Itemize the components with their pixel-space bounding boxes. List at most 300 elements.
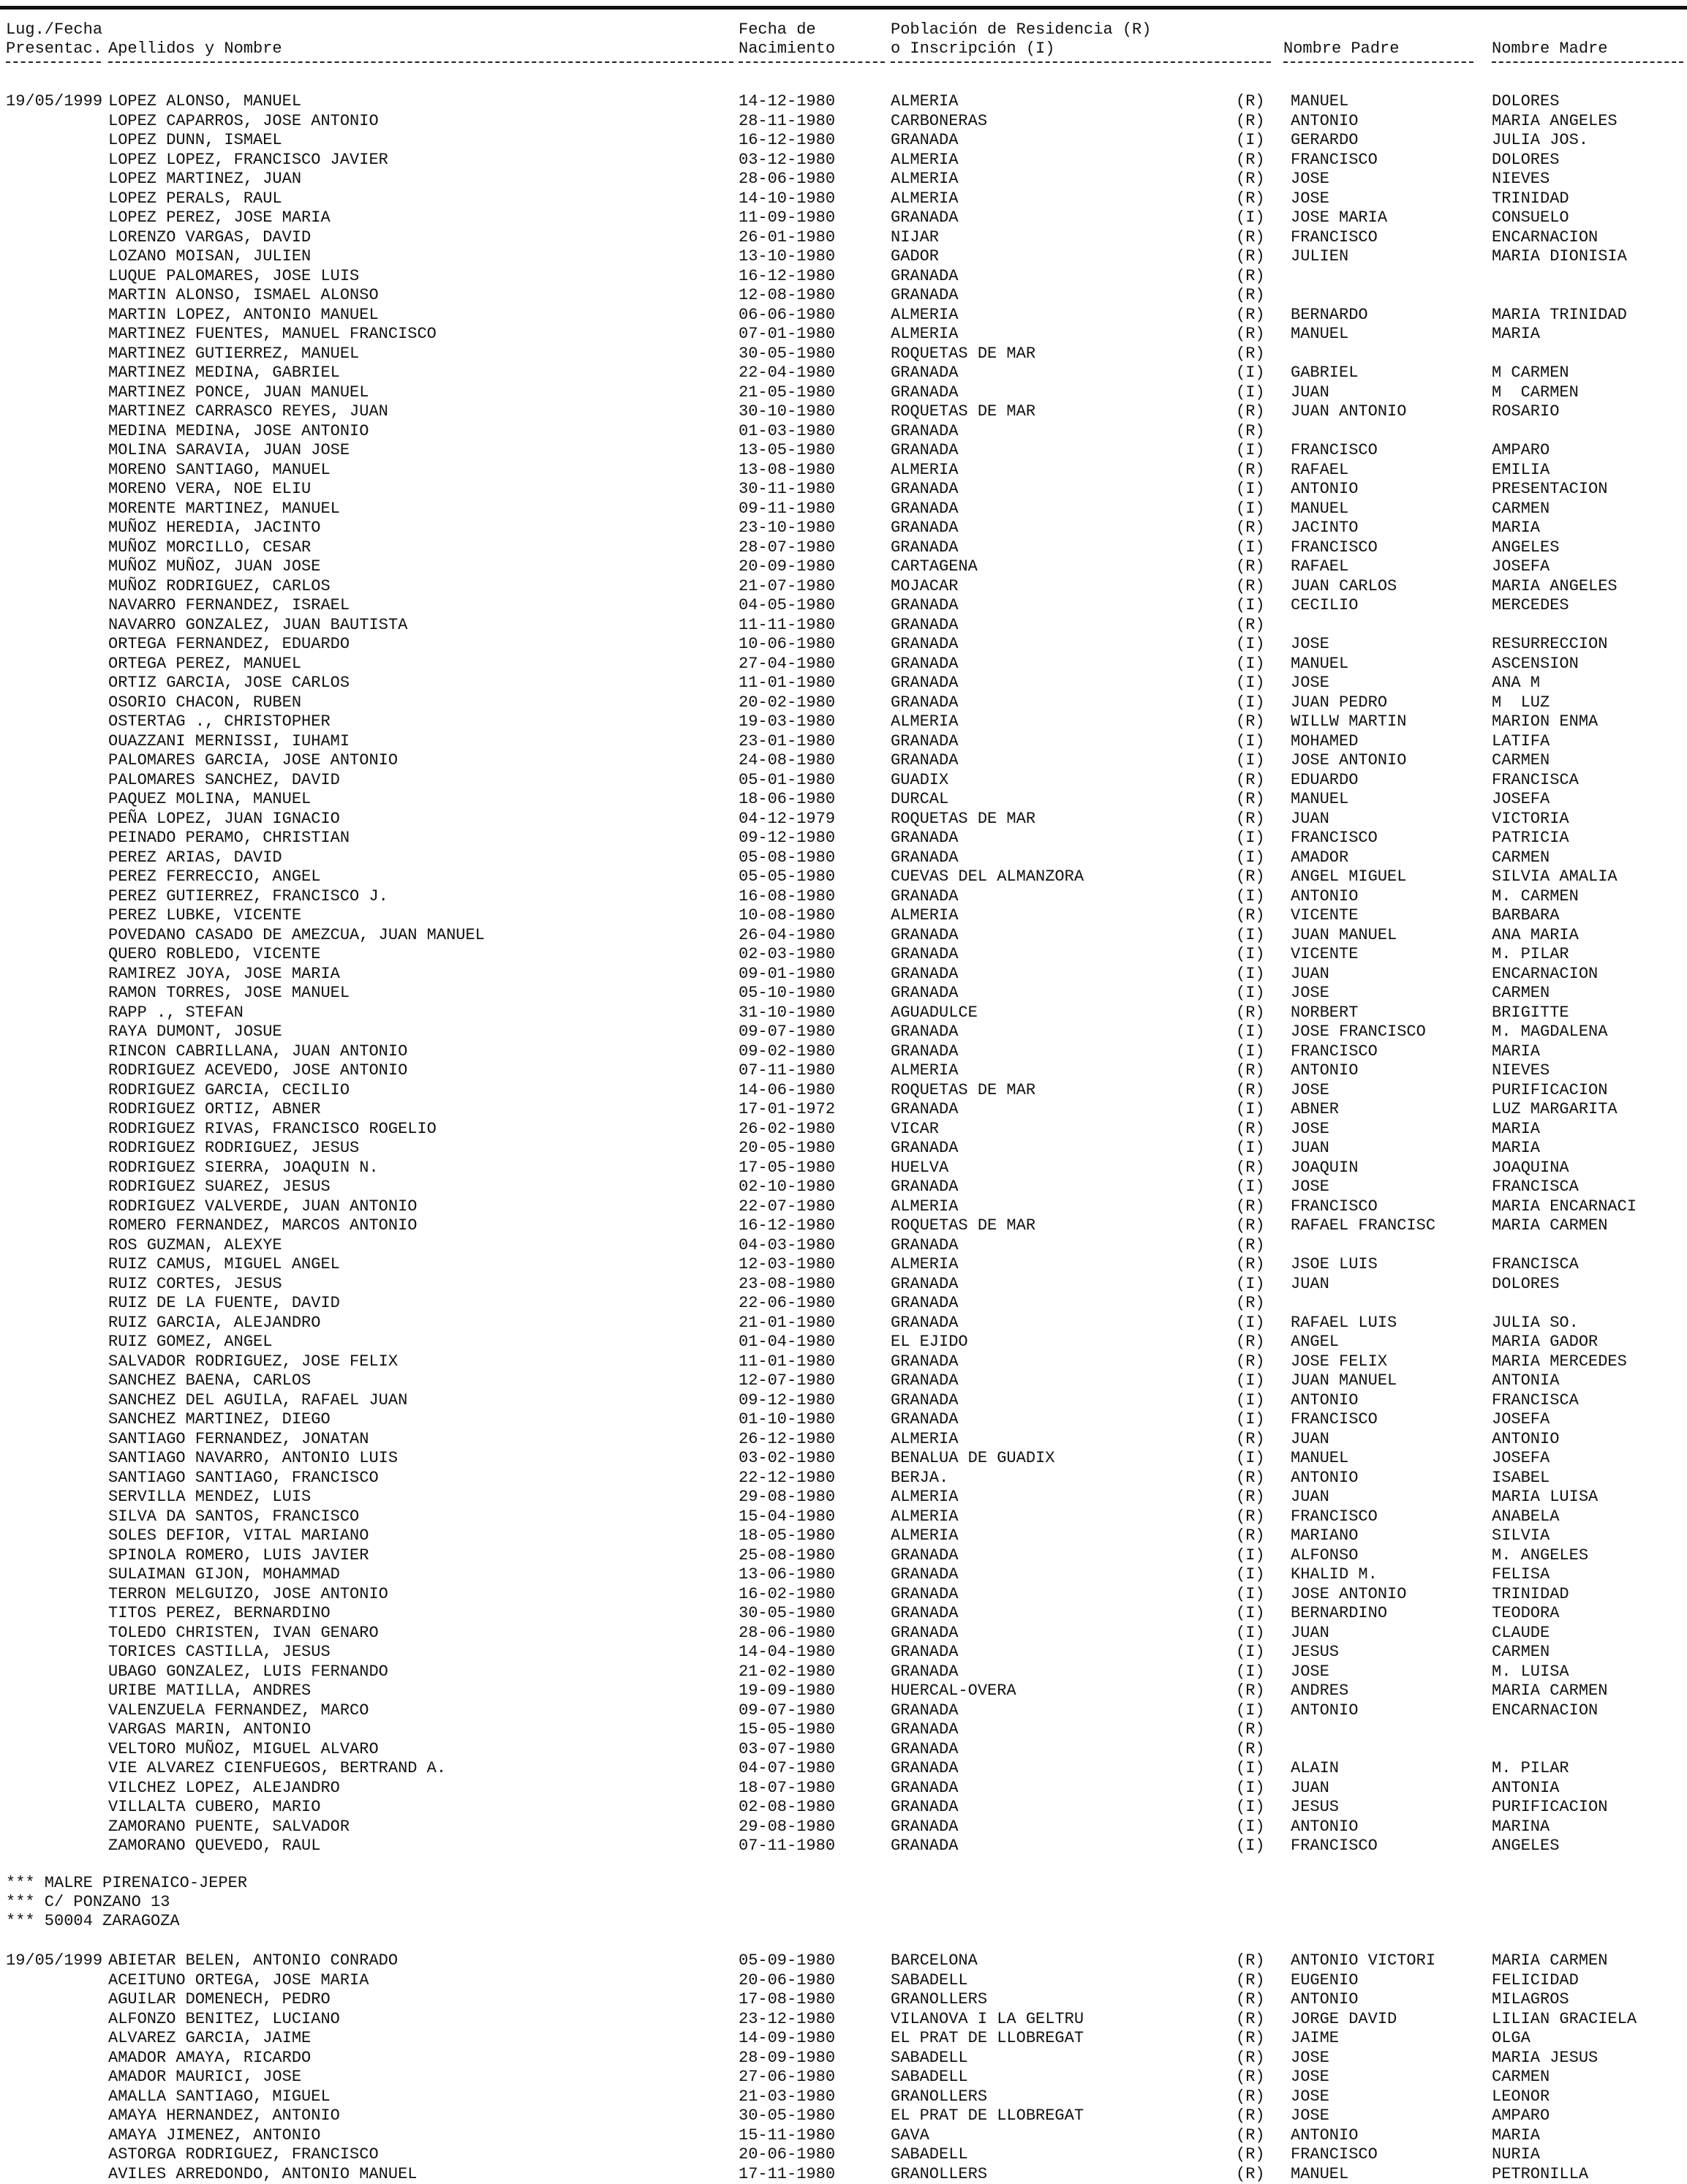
person-name: AMAYA HERNANDEZ, ANTONIO xyxy=(108,2106,340,2126)
person-name: VILLALTA CUBERO, MARIO xyxy=(108,1798,320,1818)
residence-place: GRANADA xyxy=(891,1100,958,1120)
father-name: JUAN PEDRO xyxy=(1291,693,1387,713)
father-name: JSOE LUIS xyxy=(1291,1255,1378,1275)
header-date-line1: Lug./Fecha xyxy=(6,20,102,40)
residence-type: (I) xyxy=(1236,1759,1265,1779)
father-name: JOSE xyxy=(1291,2068,1329,2087)
residence-place: GRANADA xyxy=(891,945,958,965)
birth-date: 12-03-1980 xyxy=(739,1255,835,1275)
birth-date: 26-04-1980 xyxy=(739,926,835,946)
person-name: RUIZ CAMUS, MIGUEL ANGEL xyxy=(108,1255,340,1275)
person-name: TOLEDO CHRISTEN, IVAN GENARO xyxy=(108,1624,379,1643)
birth-date: 11-01-1980 xyxy=(739,674,835,693)
table-row xyxy=(0,1410,1687,1430)
residence-place: GRANADA xyxy=(891,1352,958,1372)
residence-place: GRANADA xyxy=(891,1585,958,1605)
father-name: VICENTE xyxy=(1291,906,1358,926)
residence-place: GRANADA xyxy=(891,732,958,752)
residence-place: EL EJIDO xyxy=(891,1333,968,1352)
birth-date: 12-07-1980 xyxy=(739,1371,835,1391)
mother-name: MARIA xyxy=(1492,2126,1540,2146)
table-row xyxy=(0,926,1687,946)
father-name: ANTONIO xyxy=(1291,1061,1358,1081)
mother-name: MARIA DIONISIA xyxy=(1492,247,1627,267)
residence-type: (R) xyxy=(1236,306,1265,325)
table-row xyxy=(0,635,1687,655)
residence-type: (R) xyxy=(1236,1488,1265,1507)
residence-type: (R) xyxy=(1236,2165,1265,2184)
father-name: JOSE ANTONIO xyxy=(1291,1585,1406,1605)
person-name: MARTINEZ GUTIERREZ, MANUEL xyxy=(108,344,359,364)
person-name: VELTORO MUÑOZ, MIGUEL ALVARO xyxy=(108,1740,379,1760)
table-row xyxy=(0,867,1687,887)
header-divider xyxy=(6,61,101,64)
residence-place: ROQUETAS DE MAR xyxy=(891,810,1035,829)
mother-name: NIEVES xyxy=(1492,170,1550,189)
registry-section-1 xyxy=(0,92,1687,1856)
father-name: KHALID M. xyxy=(1291,1565,1378,1585)
birth-date: 05-01-1980 xyxy=(739,771,835,791)
table-row xyxy=(0,306,1687,325)
table-row xyxy=(0,344,1687,364)
mother-name: PATRICIA xyxy=(1492,829,1569,848)
mother-name: AMPARO xyxy=(1492,2106,1550,2126)
person-name: RODRIGUEZ ACEVEDO, JOSE ANTONIO xyxy=(108,1061,407,1081)
birth-date: 04-03-1980 xyxy=(739,1236,835,1256)
residence-type: (R) xyxy=(1236,461,1265,481)
birth-date: 03-02-1980 xyxy=(739,1449,835,1469)
birth-date: 09-01-1980 xyxy=(739,965,835,984)
residence-type: (I) xyxy=(1236,441,1265,461)
residence-type: (I) xyxy=(1236,1275,1265,1295)
table-row xyxy=(0,1604,1687,1624)
birth-date: 14-09-1980 xyxy=(739,2029,835,2049)
person-name: TORICES CASTILLA, JESUS xyxy=(108,1643,331,1663)
birth-date: 13-06-1980 xyxy=(739,1565,835,1585)
person-name: MORENO SANTIAGO, MANUEL xyxy=(108,461,331,481)
residence-type: (R) xyxy=(1236,1352,1265,1372)
residence-type: (R) xyxy=(1236,1469,1265,1488)
person-name: UBAGO GONZALEZ, LUIS FERNANDO xyxy=(108,1663,388,1682)
residence-type: (R) xyxy=(1236,810,1265,829)
residence-type: (I) xyxy=(1236,751,1265,771)
residence-type: (R) xyxy=(1236,247,1265,267)
father-name: JUAN xyxy=(1291,1624,1329,1643)
mother-name: MERCEDES xyxy=(1492,596,1569,616)
table-row xyxy=(0,1216,1687,1236)
mother-name: BRIGITTE xyxy=(1492,1003,1569,1023)
person-name: SANTIAGO FERNANDEZ, JONATAN xyxy=(108,1430,369,1450)
table-row xyxy=(0,364,1687,383)
residence-place: GRANADA xyxy=(891,1314,958,1333)
residence-type: (I) xyxy=(1236,1546,1265,1566)
residence-place: GRANADA xyxy=(891,422,958,442)
residence-type: (I) xyxy=(1236,693,1265,713)
birth-date: 02-10-1980 xyxy=(739,1178,835,1197)
birth-date: 17-08-1980 xyxy=(739,1990,835,2010)
mother-name: VICTORIA xyxy=(1492,810,1569,829)
person-name: NAVARRO FERNANDEZ, ISRAEL xyxy=(108,596,350,616)
header-birth-line2: Nacimiento xyxy=(739,39,835,59)
father-name: JOSE xyxy=(1291,2087,1329,2107)
father-name: MANUEL xyxy=(1291,2165,1348,2184)
residence-type: (R) xyxy=(1236,1120,1265,1140)
birth-date: 04-12-1979 xyxy=(739,810,835,829)
mother-name: MARIA xyxy=(1492,325,1540,344)
mother-name: DOLORES xyxy=(1492,151,1559,170)
residence-place: GRANADA xyxy=(891,1178,958,1197)
residence-place: MOJACAR xyxy=(891,577,958,597)
table-row xyxy=(0,751,1687,771)
residence-type: (I) xyxy=(1236,732,1265,752)
person-name: MUÑOZ MUÑOZ, JUAN JOSE xyxy=(108,557,320,577)
mother-name: SILVIA AMALIA xyxy=(1492,867,1618,887)
birth-date: 29-08-1980 xyxy=(739,1818,835,1837)
table-row xyxy=(0,1818,1687,1837)
residence-place: ALMERIA xyxy=(891,1197,958,1217)
residence-place: GRANADA xyxy=(891,1663,958,1682)
residence-place: CARBONERAS xyxy=(891,112,987,132)
residence-type: (I) xyxy=(1236,1818,1265,1837)
residence-place: GRANOLLERS xyxy=(891,2087,987,2107)
header-divider xyxy=(1492,61,1683,64)
residence-place: GRANADA xyxy=(891,1565,958,1585)
person-name: ORTEGA PEREZ, MANUEL xyxy=(108,655,301,674)
birth-date: 05-09-1980 xyxy=(739,1951,835,1971)
residence-place: GRANADA xyxy=(891,635,958,655)
person-name: POVEDANO CASADO DE AMEZCUA, JUAN MANUEL xyxy=(108,926,485,946)
birth-date: 11-11-1980 xyxy=(739,616,835,636)
table-row xyxy=(0,1488,1687,1507)
father-name: BERNARDINO xyxy=(1291,1604,1387,1624)
birth-date: 22-12-1980 xyxy=(739,1469,835,1488)
mother-name: MARIA TRINIDAD xyxy=(1492,306,1627,325)
birth-date: 22-04-1980 xyxy=(739,364,835,383)
person-name: PEINADO PERAMO, CHRISTIAN xyxy=(108,829,350,848)
residence-type: (R) xyxy=(1236,867,1265,887)
residence-type: (I) xyxy=(1236,383,1265,403)
mother-name: CARMEN xyxy=(1492,2068,1550,2087)
table-row xyxy=(0,2049,1687,2068)
father-name: JOSE xyxy=(1291,1120,1329,1140)
person-name: SULAIMAN GIJON, MOHAMMAD xyxy=(108,1565,340,1585)
residence-type: (I) xyxy=(1236,131,1265,151)
mother-name: JOSEFA xyxy=(1492,1410,1550,1430)
mother-name: ASCENSION xyxy=(1492,655,1579,674)
residence-type: (R) xyxy=(1236,1740,1265,1760)
father-name: VICENTE xyxy=(1291,945,1358,965)
table-row xyxy=(0,1391,1687,1411)
residence-place: GRANOLLERS xyxy=(891,1990,987,2010)
table-row xyxy=(0,2029,1687,2049)
residence-type: (I) xyxy=(1236,480,1265,500)
person-name: MUÑOZ HEREDIA, JACINTO xyxy=(108,519,320,538)
mother-name: DOLORES xyxy=(1492,1275,1559,1295)
mother-name: ANTONIO xyxy=(1492,1430,1559,1450)
header-mother: Nombre Madre xyxy=(1492,39,1607,59)
father-name: JUAN xyxy=(1291,1488,1329,1507)
residence-type: (I) xyxy=(1236,829,1265,848)
table-row xyxy=(0,693,1687,713)
birth-date: 09-11-1980 xyxy=(739,500,835,519)
mother-name: ENCARNACION xyxy=(1492,1701,1598,1721)
father-name: FRANCISCO xyxy=(1291,151,1378,170)
father-name: RAFAEL LUIS xyxy=(1291,1314,1397,1333)
residence-type: (R) xyxy=(1236,1720,1265,1740)
birth-date: 12-08-1980 xyxy=(739,286,835,306)
birth-date: 05-05-1980 xyxy=(739,867,835,887)
birth-date: 16-12-1980 xyxy=(739,1216,835,1236)
father-name: GABRIEL xyxy=(1291,364,1358,383)
residence-type: (R) xyxy=(1236,1197,1265,1217)
birth-date: 14-12-1980 xyxy=(739,92,835,112)
person-name: MUÑOZ RODRIGUEZ, CARLOS xyxy=(108,577,331,597)
residence-place: ROQUETAS DE MAR xyxy=(891,1081,1035,1101)
header-divider xyxy=(891,61,1271,64)
table-row xyxy=(0,441,1687,461)
father-name: CECILIO xyxy=(1291,596,1358,616)
table-row xyxy=(0,1333,1687,1352)
person-name: SALVADOR RODRIGUEZ, JOSE FELIX xyxy=(108,1352,398,1372)
table-row xyxy=(0,1178,1687,1197)
table-row xyxy=(0,286,1687,306)
birth-date: 21-02-1980 xyxy=(739,1663,835,1682)
birth-date: 30-05-1980 xyxy=(739,1604,835,1624)
father-name: MOHAMED xyxy=(1291,732,1358,752)
table-row xyxy=(0,1526,1687,1546)
father-name: JAIME xyxy=(1291,2029,1339,2049)
mother-name: ANTONIA xyxy=(1492,1371,1559,1391)
father-name: JUAN MANUEL xyxy=(1291,1371,1397,1391)
person-name: LOPEZ DUNN, ISMAEL xyxy=(108,131,282,151)
residence-type: (I) xyxy=(1236,984,1265,1003)
table-row xyxy=(0,402,1687,422)
father-name: ANTONIO xyxy=(1291,1990,1358,2010)
residence-place: GRANADA xyxy=(891,596,958,616)
father-name: ANTONIO xyxy=(1291,1469,1358,1488)
mother-name: MARINA xyxy=(1492,1818,1550,1837)
table-row xyxy=(0,829,1687,848)
birth-date: 04-07-1980 xyxy=(739,1759,835,1779)
father-name: BERNARDO xyxy=(1291,306,1368,325)
table-row xyxy=(0,519,1687,538)
residence-place: ALMERIA xyxy=(891,1430,958,1450)
person-name: SANCHEZ BAENA, CARLOS xyxy=(108,1371,311,1391)
table-row xyxy=(0,945,1687,965)
person-name: RUIZ CORTES, JESUS xyxy=(108,1275,282,1295)
mother-name: TRINIDAD xyxy=(1492,189,1569,209)
mother-name: ANA MARIA xyxy=(1492,926,1579,946)
birth-date: 25-08-1980 xyxy=(739,1546,835,1566)
mother-name: TEODORA xyxy=(1492,1604,1559,1624)
residence-type: (I) xyxy=(1236,1100,1265,1120)
birth-date: 05-08-1980 xyxy=(739,848,835,868)
person-name: RODRIGUEZ GARCIA, CECILIO xyxy=(108,1081,350,1101)
father-name: JUAN ANTONIO xyxy=(1291,402,1406,422)
father-name: ANTONIO xyxy=(1291,1391,1358,1411)
residence-place: GRANADA xyxy=(891,1643,958,1663)
residence-place: GRANADA xyxy=(891,1410,958,1430)
person-name: RAMIREZ JOYA, JOSE MARIA xyxy=(108,965,340,984)
header-father: Nombre Padre xyxy=(1283,39,1399,59)
residence-place: GRANADA xyxy=(891,887,958,907)
presentation-date: 19/05/1999 xyxy=(6,1951,102,1971)
mother-name: MARIA JESUS xyxy=(1492,2049,1598,2068)
residence-place: GRANADA xyxy=(891,364,958,383)
residence-place: GRANADA xyxy=(891,1740,958,1760)
person-name: ACEITUNO ORTEGA, JOSE MARIA xyxy=(108,1971,369,1991)
residence-place: ALMERIA xyxy=(891,151,958,170)
residence-type: (R) xyxy=(1236,2106,1265,2126)
table-row xyxy=(0,1023,1687,1042)
residence-place: BENALUA DE GUADIX xyxy=(891,1449,1054,1469)
birth-date: 01-10-1980 xyxy=(739,1410,835,1430)
residence-type: (I) xyxy=(1236,965,1265,984)
birth-date: 22-07-1980 xyxy=(739,1197,835,1217)
person-name: SANTIAGO NAVARRO, ANTONIO LUIS xyxy=(108,1449,398,1469)
person-name: LORENZO VARGAS, DAVID xyxy=(108,228,311,248)
person-name: LUQUE PALOMARES, JOSE LUIS xyxy=(108,267,359,287)
father-name: MARIANO xyxy=(1291,1526,1358,1546)
residence-place: BARCELONA xyxy=(891,1951,978,1971)
person-name: OSORIO CHACON, RUBEN xyxy=(108,693,301,713)
father-name: JOSE ANTONIO xyxy=(1291,751,1406,771)
residence-type: (I) xyxy=(1236,1410,1265,1430)
residence-place: GRANADA xyxy=(891,1701,958,1721)
presentation-date: 19/05/1999 xyxy=(6,92,102,112)
table-row xyxy=(0,1197,1687,1217)
mother-name: CARMEN xyxy=(1492,1643,1550,1663)
residence-type: (R) xyxy=(1236,519,1265,538)
father-name: JESUS xyxy=(1291,1643,1339,1663)
person-name: SANCHEZ MARTINEZ, DIEGO xyxy=(108,1410,331,1430)
table-row xyxy=(0,1081,1687,1101)
residence-type: (I) xyxy=(1236,1565,1265,1585)
residence-type: (I) xyxy=(1236,1371,1265,1391)
father-name: FRANCISCO xyxy=(1291,441,1378,461)
mother-name: M. CARMEN xyxy=(1492,887,1579,907)
residence-place: GRANADA xyxy=(891,1837,958,1856)
mother-name: NIEVES xyxy=(1492,1061,1550,1081)
residence-place: HUERCAL-OVERA xyxy=(891,1682,1016,1701)
person-name: VILCHEZ LOPEZ, ALEJANDRO xyxy=(108,1779,340,1799)
table-row xyxy=(0,1275,1687,1295)
mother-name: PRESENTACION xyxy=(1492,480,1607,500)
birth-date: 23-10-1980 xyxy=(739,519,835,538)
residence-type: (I) xyxy=(1236,1178,1265,1197)
birth-date: 13-05-1980 xyxy=(739,441,835,461)
father-name: ALAIN xyxy=(1291,1759,1339,1779)
residence-type: (I) xyxy=(1236,1042,1265,1062)
mother-name: MILAGROS xyxy=(1492,1990,1569,2010)
residence-type: (R) xyxy=(1236,1951,1265,1971)
table-row xyxy=(0,151,1687,170)
birth-date: 29-08-1980 xyxy=(739,1488,835,1507)
table-row xyxy=(0,616,1687,636)
person-name: ASTORGA RODRIGUEZ, FRANCISCO xyxy=(108,2145,379,2165)
residence-type: (R) xyxy=(1236,1003,1265,1023)
residence-type: (I) xyxy=(1236,1314,1265,1333)
mother-name: M CARMEN xyxy=(1492,364,1569,383)
residence-type: (I) xyxy=(1236,1701,1265,1721)
person-name: SERVILLA MENDEZ, LUIS xyxy=(108,1488,311,1507)
mother-name: LUZ MARGARITA xyxy=(1492,1100,1618,1120)
residence-type: (R) xyxy=(1236,1159,1265,1178)
residence-type: (I) xyxy=(1236,1023,1265,1042)
mother-name: ANGELES xyxy=(1492,1837,1559,1856)
residence-type: (R) xyxy=(1236,1216,1265,1236)
table-row xyxy=(0,189,1687,209)
header-place-line1: Población de Residencia (R) xyxy=(891,20,1151,40)
residence-place: ALMERIA xyxy=(891,189,958,209)
person-name: PEÑA LOPEZ, JUAN IGNACIO xyxy=(108,810,340,829)
birth-date: 14-04-1980 xyxy=(739,1643,835,1663)
birth-date: 24-08-1980 xyxy=(739,751,835,771)
table-row xyxy=(0,984,1687,1003)
residence-place: GRANADA xyxy=(891,965,958,984)
birth-date: 17-05-1980 xyxy=(739,1159,835,1178)
table-row xyxy=(0,1837,1687,1856)
residence-type: (R) xyxy=(1236,1255,1265,1275)
residence-type: (I) xyxy=(1236,1798,1265,1818)
birth-date: 20-02-1980 xyxy=(739,693,835,713)
header-divider xyxy=(1283,61,1473,64)
person-name: PEREZ FERRECCIO, ANGEL xyxy=(108,867,320,887)
birth-date: 28-09-1980 xyxy=(739,2049,835,2068)
residence-place: ALMERIA xyxy=(891,92,958,112)
birth-date: 19-09-1980 xyxy=(739,1682,835,1701)
father-name: FRANCISCO xyxy=(1291,829,1378,848)
mother-name: CARMEN xyxy=(1492,984,1550,1003)
person-name: ABIETAR BELEN, ANTONIO CONRADO xyxy=(108,1951,398,1971)
birth-date: 28-07-1980 xyxy=(739,538,835,558)
residence-place: GRANADA xyxy=(891,1275,958,1295)
residence-type: (R) xyxy=(1236,1526,1265,1546)
table-row xyxy=(0,887,1687,907)
table-row xyxy=(0,712,1687,732)
residence-type: (I) xyxy=(1236,1449,1265,1469)
residence-place: ALMERIA xyxy=(891,1507,958,1527)
birth-date: 23-01-1980 xyxy=(739,732,835,752)
person-name: RODRIGUEZ VALVERDE, JUAN ANTONIO xyxy=(108,1197,417,1217)
person-name: LOPEZ ALONSO, MANUEL xyxy=(108,92,301,112)
mother-name: JOSEFA xyxy=(1492,1449,1550,1469)
residence-type: (R) xyxy=(1236,344,1265,364)
residence-place: GRANADA xyxy=(891,1371,958,1391)
father-name: ANTONIO xyxy=(1291,2126,1358,2146)
person-name: PALOMARES GARCIA, JOSE ANTONIO xyxy=(108,751,398,771)
person-name: PEREZ ARIAS, DAVID xyxy=(108,848,282,868)
residence-type: (I) xyxy=(1236,1779,1265,1799)
father-name: JACINTO xyxy=(1291,519,1358,538)
residence-type: (I) xyxy=(1236,1391,1265,1411)
residence-type: (I) xyxy=(1236,500,1265,519)
person-name: ALVAREZ GARCIA, JAIME xyxy=(108,2029,311,2049)
residence-type: (I) xyxy=(1236,1139,1265,1159)
mother-name: ENCARNACION xyxy=(1492,228,1598,248)
birth-date: 15-05-1980 xyxy=(739,1720,835,1740)
father-name: FRANCISCO xyxy=(1291,1042,1378,1062)
header-birth-line1: Fecha de xyxy=(739,20,816,40)
birth-date: 23-12-1980 xyxy=(739,2010,835,2030)
residence-place: BERJA. xyxy=(891,1469,948,1488)
residence-place: GRANADA xyxy=(891,1139,958,1159)
table-row xyxy=(0,112,1687,132)
father-name: JESUS xyxy=(1291,1798,1339,1818)
residence-place: GRANADA xyxy=(891,1391,958,1411)
birth-date: 13-08-1980 xyxy=(739,461,835,481)
mother-name: JOAQUINA xyxy=(1492,1159,1569,1178)
